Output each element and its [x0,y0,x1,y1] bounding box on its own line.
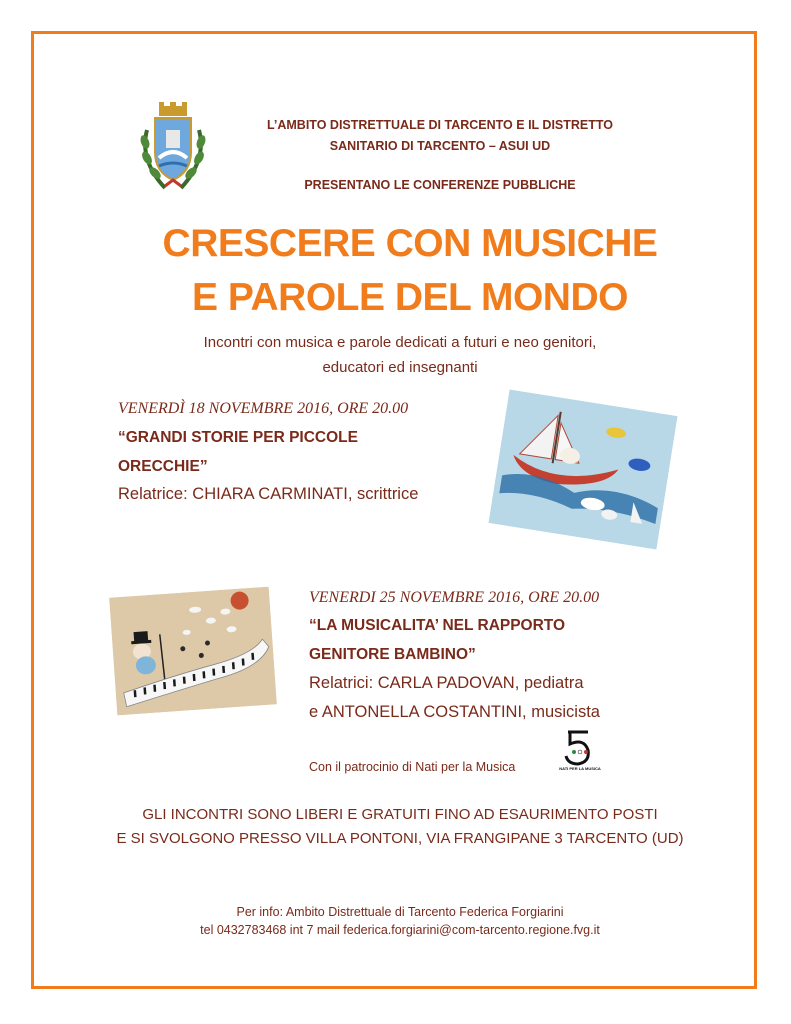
event1-date: VENERDÌ 18 NOVEMBRE 2016, ORE 20.00 [118,400,409,417]
header-line-1: L’AMBITO DISTRETTUALE DI TARCENTO E IL DISTRETTO [266,118,614,132]
event2-date: VENERDI 25 NOVEMBRE 2016, ORE 20.00 [309,589,600,606]
nati-per-la-musica-logo-icon [554,728,606,774]
event2-speaker-line-1: Relatrici: CARLA PADOVAN, pediatra [309,674,584,692]
event1-title-line-2: ORECCHIE” [118,458,208,475]
footer-line-2: E SI SVOLGONO PRESSO VILLA PONTONI, VIA FRANGIPANE 3 TARCENTO (UD) [116,830,684,847]
page-title-line-2: E PAROLE DEL MONDO [192,276,628,319]
footer-line-1: GLI INCONTRI SONO LIBERI E GRATUITI FINO AD ESAURIMENTO POSTI [142,806,658,823]
subtitle-line-2: educatori ed insegnanti [322,359,478,376]
header-line-3: PRESENTANO LE CONFERENZE PUBBLICHE [304,178,576,192]
subtitle-line-1: Incontri con musica e parole dedicati a futuri e neo genitori, [203,334,597,351]
nati-per-la-musica-logo-text: NATI PER LA MUSICA [559,766,601,771]
event2-photo [109,587,277,716]
coat-of-arms-icon [135,100,211,196]
page-title-line-1: CRESCERE CON MUSICHE [162,222,658,265]
patronage-text: Con il patrocinio di Nati per la Musica [309,760,516,774]
event2-title-line-2: GENITORE BAMBINO” [309,646,476,663]
event2-title-line-1: “LA MUSICALITA’ NEL RAPPORTO [309,617,566,634]
info-line-2: tel 0432783468 int 7 mail federica.forgiarini@com-tarcento.regione.fvg.it [200,923,600,937]
event1-speaker: Relatrice: CHIARA CARMINATI, scrittrice [118,485,419,503]
header-line-2: SANITARIO DI TARCENTO – ASUI UD [329,139,551,153]
event1-photo [488,390,677,550]
event1-title-line-1: “GRANDI STORIE PER PICCOLE [118,429,358,446]
event2-speaker-line-2: e ANTONELLA COSTANTINI, musicista [309,703,600,721]
info-line-1: Per info: Ambito Distrettuale di Tarcento Federica Forgiarini [236,905,564,919]
